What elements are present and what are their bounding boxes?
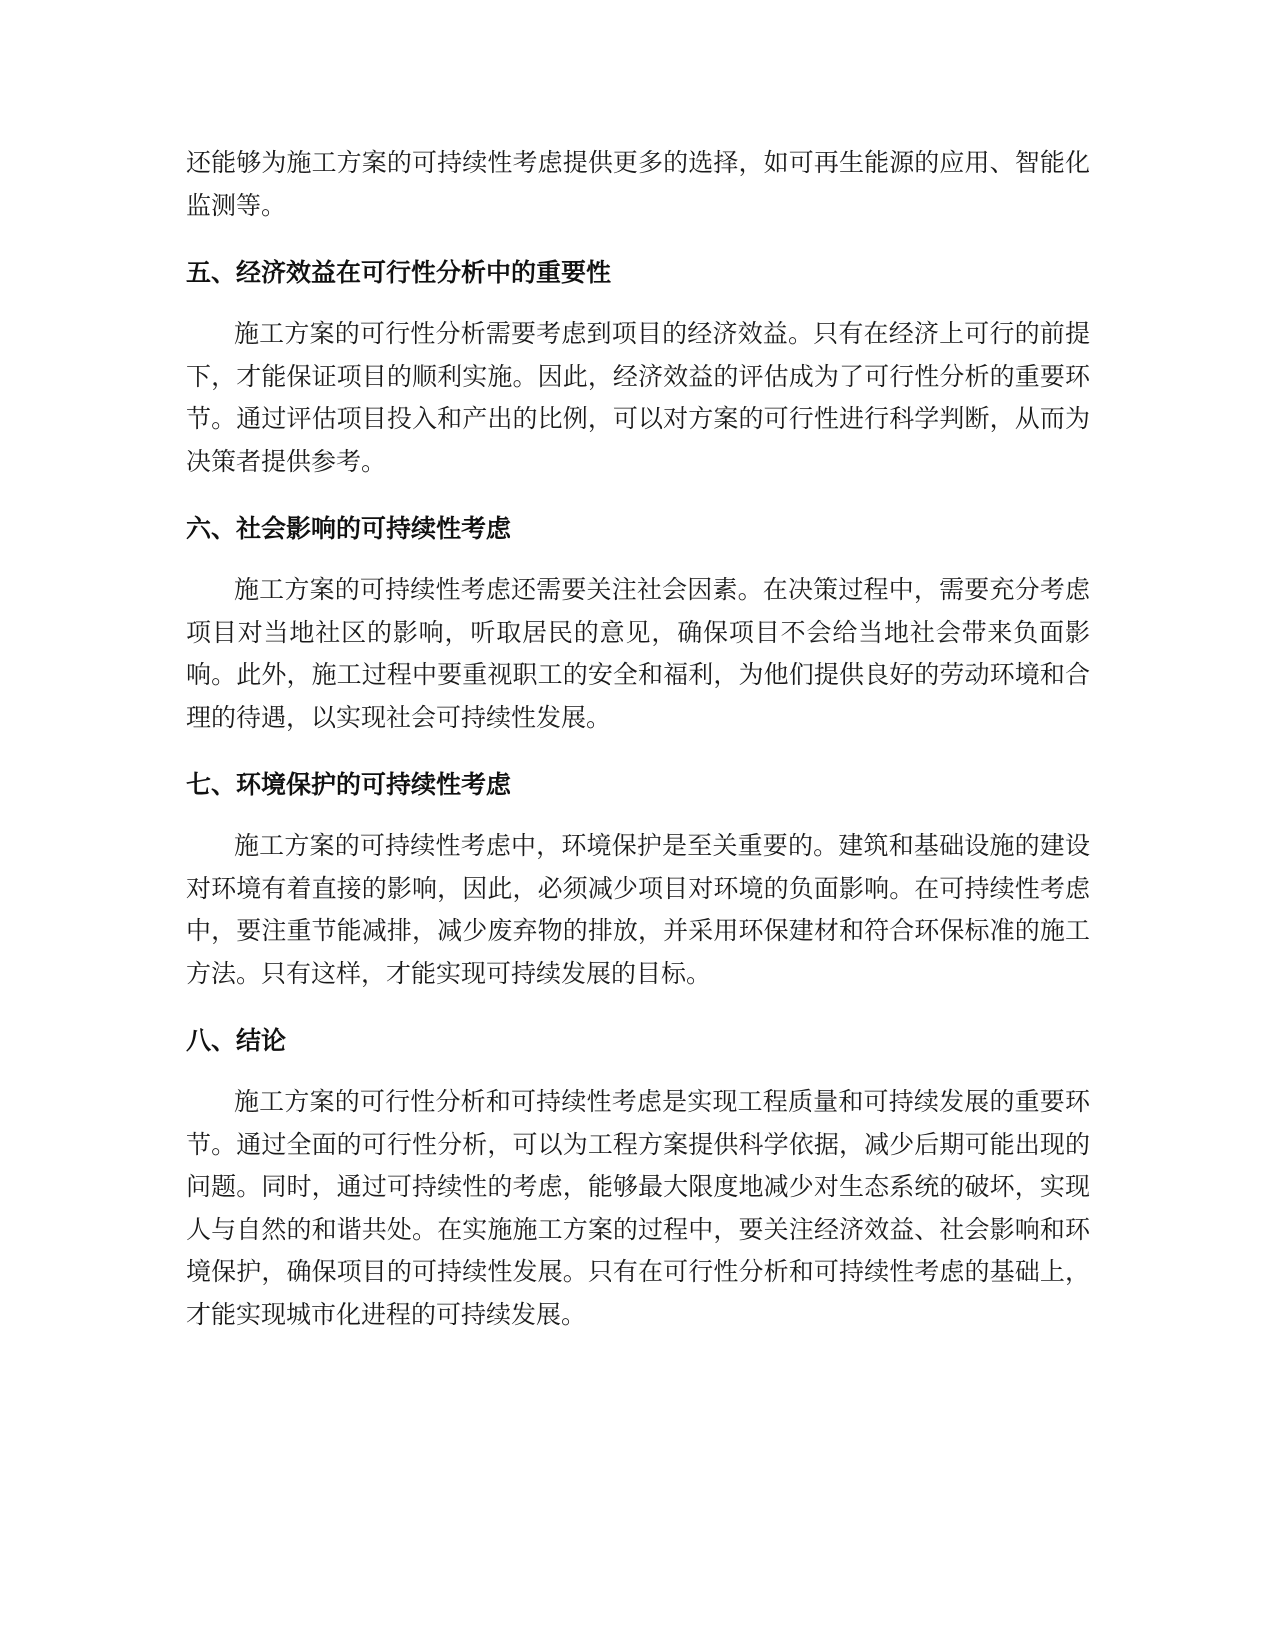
section-heading-5: 五、经济效益在可行性分析中的重要性 xyxy=(186,258,612,287)
section-heading-6: 六、社会影响的可持续性考虑 xyxy=(186,514,512,543)
section-body-8: 施工方案的可行性分析和可持续性考虑是实现工程质量和可持续发展的重要环节。通过全面的可行性分析，可以为工程方案提供科学依据，减少后期可能出现的问题。同时，通过可持续性的考虑，能够最大限度地减少对生态系统的破坏，实现人与自然的和谐共处。在实施施工方案的过程中，要关注经济效益、社会影响和环境保护，确保项目的可持续性发展。只有在可行性分析和可持续性考虑的基础上，才能实现城市化进程的可持续发展。 xyxy=(186,1087,1090,1329)
section-body-5: 施工方案的可行性分析需要考虑到项目的经济效益。只有在经济上可行的前提下，才能保证项目的顺利实施。因此，经济效益的评估成为了可行性分析的重要环节。通过评估项目投入和产出的比例，可以对方案的可行性进行科学判断，从而为决策者提供参考。 xyxy=(186,319,1090,476)
continuation-paragraph: 还能够为施工方案的可持续性考虑提供更多的选择，如可再生能源的应用、智能化监测等。 xyxy=(186,148,1090,220)
section-body-7: 施工方案的可持续性考虑中，环境保护是至关重要的。建筑和基础设施的建设对环境有着直接的影响，因此，必须减少项目对环境的负面影响。在可持续性考虑中，要注重节能减排，减少废弃物的排放，并采用环保建材和符合环保标准的施工方法。只有这样，才能实现可持续发展的目标。 xyxy=(186,831,1090,988)
section-heading-7: 七、环境保护的可持续性考虑 xyxy=(186,770,512,799)
document-page xyxy=(186,142,1090,1336)
section-heading-8: 八、结论 xyxy=(186,1026,287,1055)
section-body-6: 施工方案的可持续性考虑还需要关注社会因素。在决策过程中，需要充分考虑项目对当地社区的影响，听取居民的意见，确保项目不会给当地社会带来负面影响。此外，施工过程中要重视职工的安全和福利，为他们提供良好的劳动环境和合理的待遇，以实现社会可持续性发展。 xyxy=(186,575,1090,732)
